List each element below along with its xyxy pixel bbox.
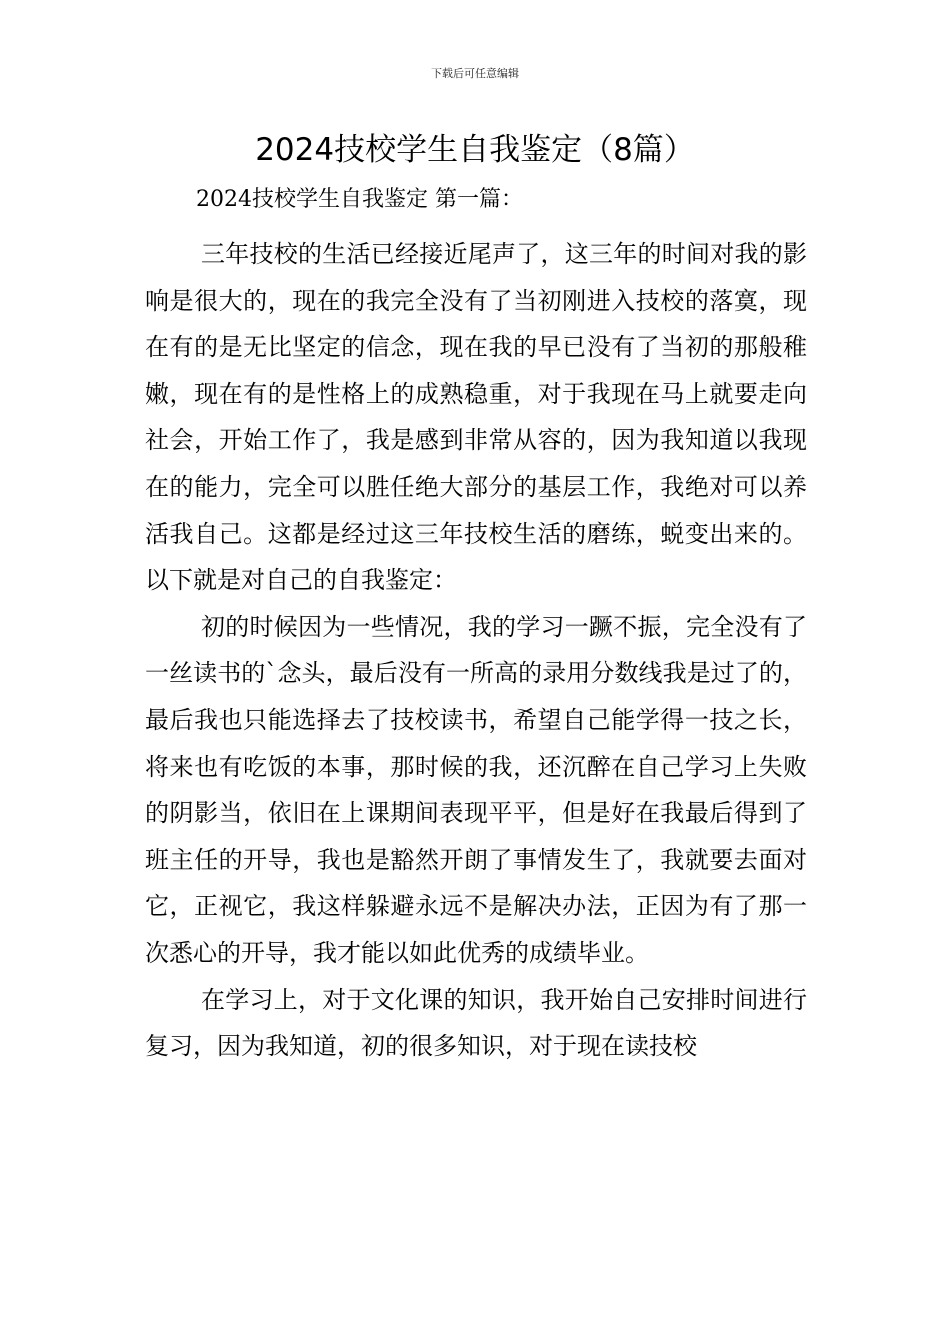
paragraph: 初的时候因为一些情况，我的学习一蹶不振，完全没有了一丝读书的`念头，最后没有一所高的录用分数线我是过了的，最后我也只能选择去了技校读书，希望自己能学得一技之长，将来也有吃饭的本事，那时候的我，还沉醉在自己学习上失败的阴影当，依旧在上课期间表现平平，但是好在我最后得到了班主任的开导，我也是豁然开朗了事情发生了，我就要去面对它，正视它，我这样躲避永远不是解决办法，正因为有了那一次悉心的开导，我才能以如此优秀的成绩毕业。 (145, 612, 807, 967)
section-heading: 2024技校学生自我鉴定 第一篇： (196, 187, 523, 212)
paragraph: 三年技校的生活已经接近尾声了，这三年的时间对我的影响是很大的，现在的我完全没有了当初刚进入技校的落寞，现在有的是无比坚定的信念，现在我的早已没有了当初的那般稚嫩，现在有的是性格上的成熟稳重，对于我现在马上就要走向社会，开始工作了，我是感到非常从容的，因为我知道以我现在的能力，完全可以胜任绝大部分的基层工作，我绝对可以养活我自己。这都是经过这三年技校生活的磨练，蜕变出来的。以下就是对自己的自我鉴定： (145, 240, 807, 595)
document-title: 2024技校学生自我鉴定（8篇） (255, 132, 695, 168)
header-note: 下载后可任意编辑 (431, 67, 519, 80)
paragraph: 在学习上，对于文化课的知识，我开始自己安排时间进行复习，因为我知道，初的很多知识，对于现在读技校 (145, 985, 807, 1061)
document-body (145, 231, 807, 1070)
